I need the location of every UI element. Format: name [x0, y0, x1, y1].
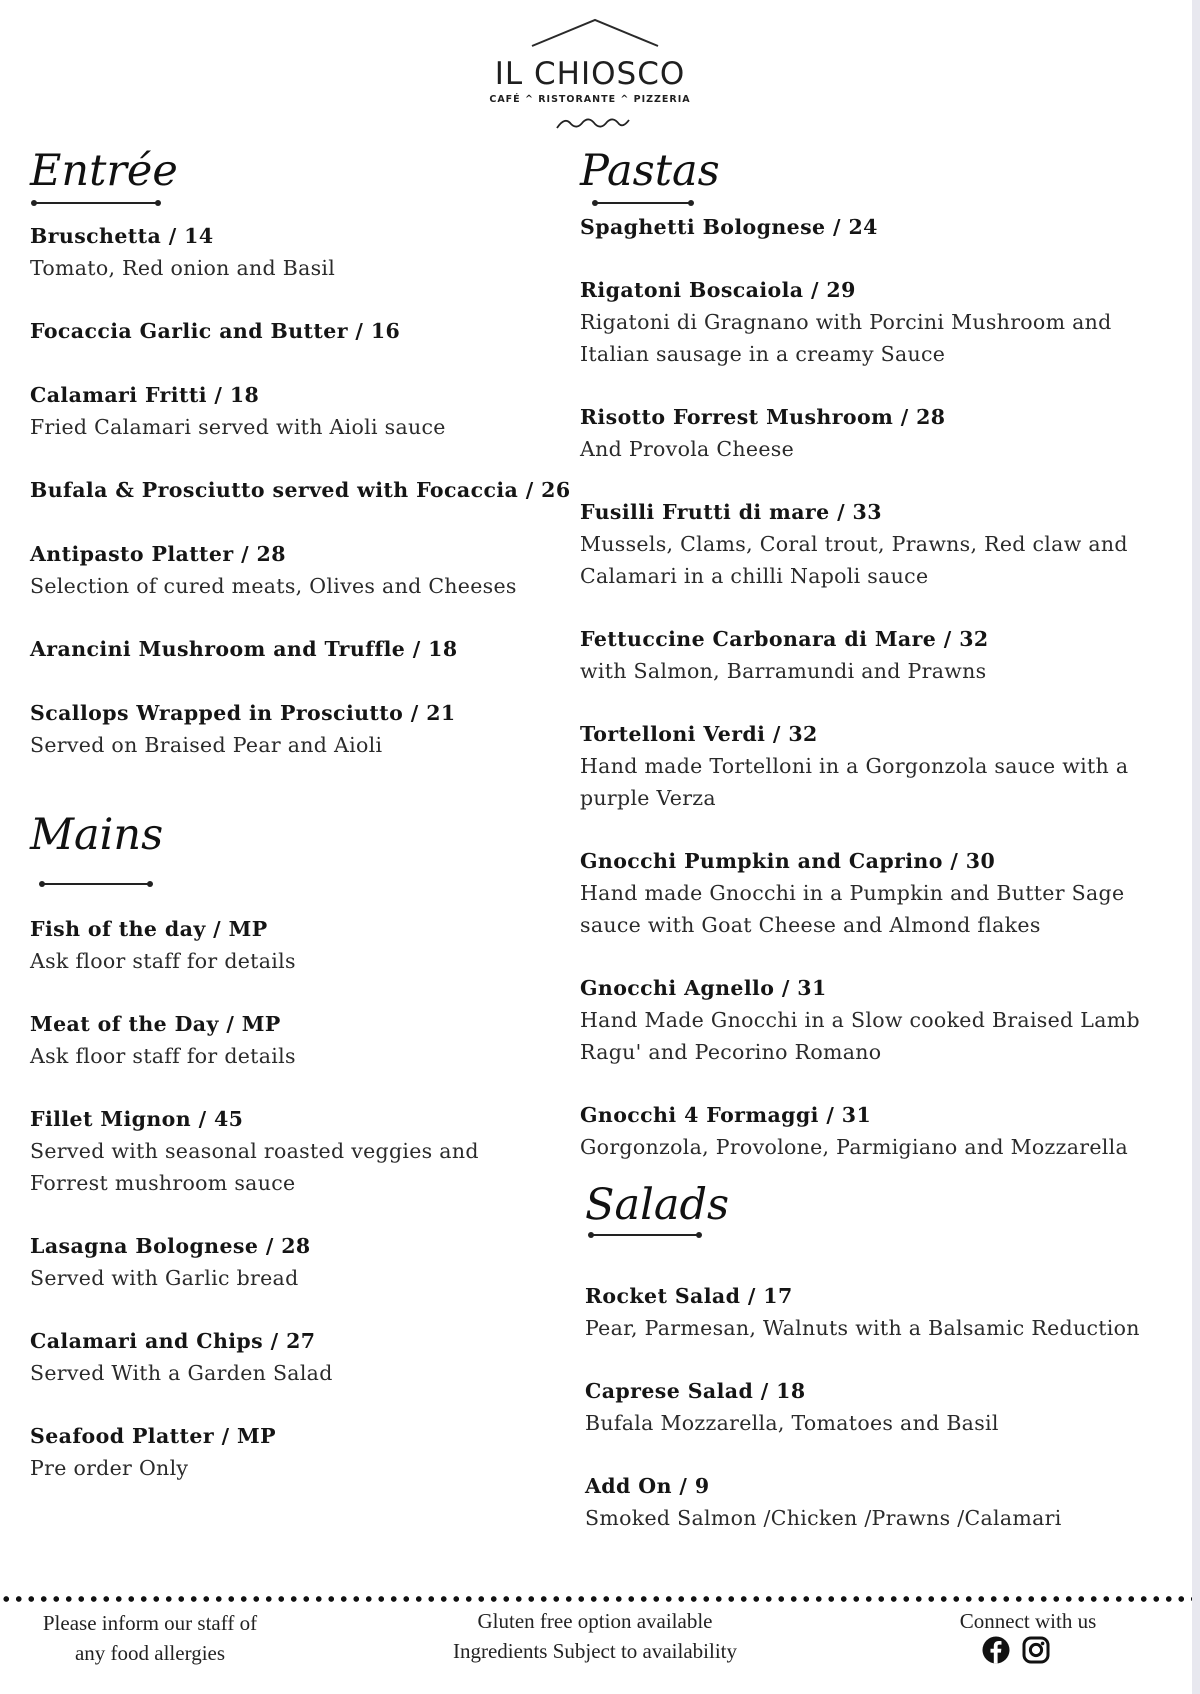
menu-item [30, 474, 571, 506]
item-name: Seafood Platter / MP [30, 1424, 276, 1448]
menu-item [580, 972, 1140, 1068]
item-name: Spaghetti Bolognese / 24 [580, 215, 878, 239]
salads-heading-rule [590, 1234, 700, 1236]
item-description: with Salmon, Barramundi and Prawns [580, 659, 987, 683]
page-edge [1192, 0, 1200, 1694]
item-name: Calamari Fritti / 18 [30, 383, 260, 407]
menu-item [30, 913, 296, 977]
item-description: Served on Braised Pear and Aioli [30, 733, 383, 757]
menu-item [30, 1008, 296, 1072]
item-name: Rocket Salad / 17 [585, 1284, 793, 1308]
availability-line: Ingredients Subject to availability [452, 1639, 737, 1663]
salads-heading: Salads [585, 1180, 730, 1230]
item-name: Tortelloni Verdi / 32 [580, 722, 818, 746]
item-name: Fettuccine Carbonara di Mare / 32 [580, 627, 989, 651]
item-description: Pear, Parmesan, Walnuts with a Balsamic Reduction [585, 1316, 1140, 1340]
item-name: Fillet Mignon / 45 [30, 1107, 244, 1131]
restaurant-tagline: CAFÉ ^ RISTORANTE ^ PIZZERIA [489, 94, 691, 105]
menu-item [30, 697, 456, 761]
wave-ornament-icon [555, 114, 631, 132]
item-name: Caprese Salad / 18 [585, 1379, 806, 1403]
menu-item [580, 1099, 1128, 1163]
menu-item [580, 496, 1140, 592]
item-description: Hand made Tortelloni in a Gorgonzola sauce with a purple Verza [580, 754, 1129, 810]
item-name: Fish of the day / MP [30, 917, 268, 941]
menu-item [30, 633, 458, 665]
roof-logo-mark [530, 18, 660, 48]
item-name: Gnocchi Agnello / 31 [580, 976, 827, 1000]
entree-heading: Entrée [30, 146, 178, 196]
item-description: Smoked Salmon /Chicken /Prawns /Calamari [585, 1506, 1062, 1530]
menu-item [580, 401, 945, 465]
pastas-heading: Pastas [580, 146, 720, 196]
footer-dotted-divider [0, 1594, 1200, 1604]
mains-heading-rule [41, 883, 151, 885]
item-name: Fusilli Frutti di mare / 33 [580, 500, 882, 524]
item-name: Bruschetta / 14 [30, 224, 214, 248]
item-description: Bufala Mozzarella, Tomatoes and Basil [585, 1411, 999, 1435]
gluten-free-notice [420, 1606, 770, 1666]
menu-item [580, 845, 1140, 941]
item-description: Selection of cured meats, Olives and Cheeses [30, 574, 517, 598]
menu-item [585, 1470, 1062, 1534]
allergy-notice-line-1: Please inform our staff of [42, 1611, 258, 1635]
item-name: Bufala & Prosciutto served with Focaccia / 26 [30, 478, 571, 502]
gluten-free-line: Gluten free option available [477, 1609, 713, 1633]
item-name: Rigatoni Boscaiola / 29 [580, 278, 856, 302]
menu-item [30, 379, 446, 443]
menu-item [30, 1325, 333, 1389]
restaurant-logo [480, 18, 700, 138]
item-description: Rigatoni di Gragnano with Porcini Mushroom and Italian sausage in a creamy Sauce [580, 310, 1112, 366]
menu-item [30, 315, 400, 347]
social-links [982, 1636, 1054, 1666]
item-description: Gorgonzola, Provolone, Parmigiano and Mozzarella [580, 1135, 1128, 1159]
item-name: Scallops Wrapped in Prosciutto / 21 [30, 701, 456, 725]
item-description: Hand made Gnocchi in a Pumpkin and Butter Sage sauce with Goat Cheese and Almond flakes [580, 881, 1125, 937]
menu-item [30, 1420, 276, 1484]
menu-item [580, 211, 878, 243]
menu-item [585, 1375, 999, 1439]
item-description: Ask floor staff for details [30, 1044, 296, 1068]
item-description: Mussels, Clams, Coral trout, Prawns, Red claw and Calamari in a chilli Napoli sauce [580, 532, 1128, 588]
item-description: Served with seasonal roasted veggies and Forrest mushroom sauce [30, 1139, 479, 1195]
item-name: Calamari and Chips / 27 [30, 1329, 316, 1353]
menu-item [580, 718, 1140, 814]
item-name: Focaccia Garlic and Butter / 16 [30, 319, 401, 343]
menu-item [30, 538, 517, 602]
item-name: Arancini Mushroom and Truffle / 18 [30, 637, 458, 661]
item-name: Antipasto Platter / 28 [30, 542, 286, 566]
allergy-notice-line-2: any food allergies [74, 1641, 226, 1665]
entree-heading-rule [33, 202, 159, 204]
item-description: And Provola Cheese [580, 437, 795, 461]
instagram-icon[interactable] [1022, 1636, 1050, 1664]
item-description: Pre order Only [30, 1456, 189, 1480]
item-description: Ask floor staff for details [30, 949, 296, 973]
allergy-notice [20, 1608, 280, 1668]
item-name: Add On / 9 [585, 1474, 710, 1498]
item-description: Hand Made Gnocchi in a Slow cooked Braised Lamb Ragu' and Pecorino Romano [580, 1008, 1140, 1064]
item-name: Gnocchi 4 Formaggi / 31 [580, 1103, 872, 1127]
menu-item [580, 623, 989, 687]
item-name: Lasagna Bolognese / 28 [30, 1234, 311, 1258]
item-description: Served With a Garden Salad [30, 1361, 333, 1385]
item-description: Fried Calamari served with Aioli sauce [30, 415, 446, 439]
item-description: Served with Garlic bread [30, 1266, 299, 1290]
item-name: Risotto Forrest Mushroom / 28 [580, 405, 946, 429]
menu-item [30, 1230, 311, 1294]
connect-label: Connect with us [959, 1609, 1097, 1633]
item-description: Tomato, Red onion and Basil [30, 256, 336, 280]
pastas-heading-rule [594, 202, 692, 204]
item-name: Gnocchi Pumpkin and Caprino / 30 [580, 849, 996, 873]
item-name: Meat of the Day / MP [30, 1012, 281, 1036]
menu-item [580, 274, 1140, 370]
facebook-icon[interactable] [982, 1636, 1010, 1664]
restaurant-name: IL CHIOSCO [494, 56, 686, 92]
menu-item [30, 220, 335, 284]
menu-item [585, 1280, 1140, 1344]
menu-item [30, 1103, 550, 1199]
mains-heading: Mains [30, 810, 164, 860]
